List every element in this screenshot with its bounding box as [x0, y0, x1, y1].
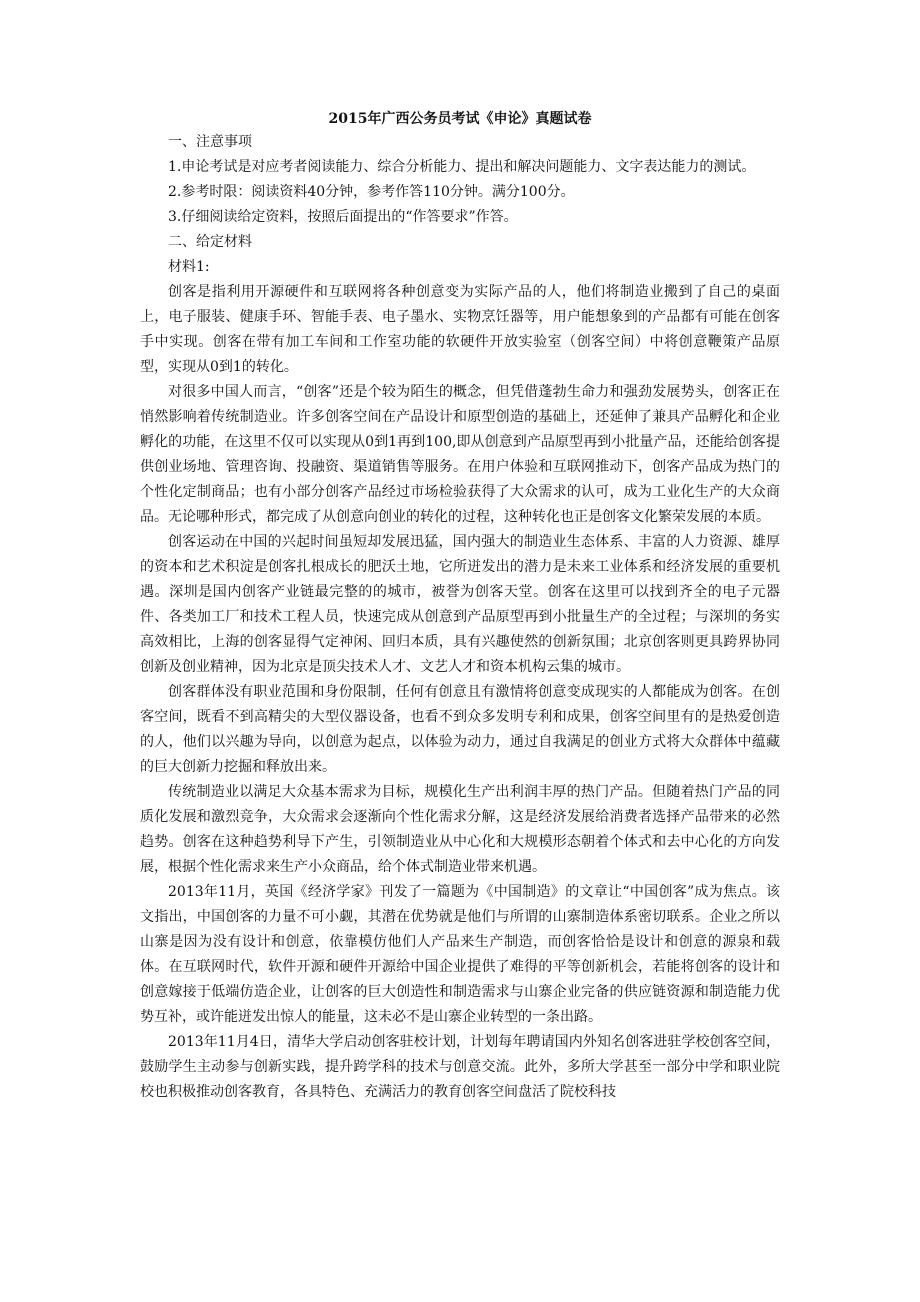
section-heading-notes: 一、注意事项 — [168, 134, 252, 150]
material-paragraph: 创客运动在中国的兴起时间虽短却发展迅猛，国内强大的制造业生态体系、丰富的人力资源、雄厚的资本和艺术积淀是创客扎根成长的肥沃土地，它所迸发出的潜力是未来工业体系和经济发展的重要机遇。深圳是国内创客产业链最完整的的城市，被誉为创客天堂。创客在这里可以找到齐全的电子元器件、各类加工厂和技术工程人员，快速完成从创意到产品原型再到小批量生产的全过程；与深圳的务实高效相比，上海的创客显得气定神闲、回归本质，具有兴趣使然的创新氛围；北京创客则更具跨界协同创新及创业精神，因为北京是顶尖技术人才、文艺人才和资本机构云集的城市。 — [140, 534, 780, 675]
section-heading-materials: 二、给定材料 — [168, 234, 252, 250]
document-page — [140, 108, 780, 1105]
material-label: 材料1: — [168, 259, 210, 275]
note-item: 2.参考时限：阅读资料40分钟，参考作答110分钟。满分100分。 — [168, 184, 575, 200]
material-paragraph: 2013年11月，英国《经济学家》刊发了一篇题为《中国制造》的文章让“中国创客”成为焦点。该文指出，中国创客的力量不可小觑，其潜在优势就是他们与所谓的山寨制造体系密切联系。企业之所以山寨是因为没有设计和创意，依靠模仿他们人产品来生产制造，而创客恰恰是设计和创意的源泉和载体。在互联网时代，软件开源和硬件开源给中国企业提供了难得的平等创新机会，若能将创客的设计和创意嫁接于低端仿造企业，让创客的巨大创造性和制造需求与山寨企业完备的供应链资源和制造能力优势互补，或许能迸发出惊人的能量，这未必不是山寨企业转型的一条出路。 — [140, 884, 780, 1025]
material-paragraph: 2013年11月4日，清华大学启动创客驻校计划，计划每年聘请国内外知名创客进驻学校创客空间，鼓励学生主动参与创新实践，提升跨学科的技术与创意交流。此外，多所大学甚至一部分中学和职业院校也积极推动创客教育，各具特色、充满活力的教育创客空间盘活了院校科技 — [140, 1034, 780, 1100]
material-paragraph: 对很多中国人而言，“创客”还是个较为陌生的概念，但凭借蓬勃生命力和强劲发展势头，创客正在悄然影响着传统制造业。许多创客空间在产品设计和原型创造的基础上，还延伸了兼具产品孵化和企业孵化的功能，在这里不仅可以实现从0到1再到100,即从创意到产品原型再到小批量产品，还能给创客提供创业场地、管理咨询、投融资、渠道销售等服务。在用户体验和互联网推动下，创客产品成为热门的个性化定制商品；也有小部分创客产品经过市场检验获得了大众需求的认可，成为工业化生产的大众商品。无论哪种形式，都完成了从创意向创业的转化的过程，这种转化也正是创客文化繁荣发展的本质。 — [140, 384, 780, 525]
material-paragraph: 创客是指利用开源硬件和互联网将各种创意变为实际产品的人，他们将制造业搬到了自己的桌面上，电子服装、健康手环、智能手表、电子墨水、实物烹饪器等，用户能想象到的产品都有可能在创客手中实现。创客在带有加工车间和工作室功能的软硬件开放实验室（创客空间）中将创意鞭策产品原型，实现从0到1的转化。 — [140, 284, 780, 375]
material-paragraph: 传统制造业以满足大众基本需求为目标，规模化生产出利润丰厚的热门产品。但随着热门产品的同质化发展和激烈竞争，大众需求会逐渐向个性化需求分解，这是经济发展给消费者选择产品带来的必然趋势。创客在这种趋势利导下产生，引领制造业从中心化和大规模形态朝着个体式和去中心化的方向发展，根据个性化需求来生产小众商品，给个体式制造业带来机遇。 — [140, 784, 780, 875]
note-item: 1.申论考试是对应考者阅读能力、综合分析能力、提出和解决问题能力、文字表达能力的测试。 — [168, 159, 756, 175]
document-title: 2015年广西公务员考试《申论》真题试卷 — [328, 111, 592, 127]
material-paragraph: 创客群体没有职业范围和身份限制，任何有创意且有激情将创意变成现实的人都能成为创客。在创客空间，既看不到高精尖的大型仪器设备，也看不到众多发明专利和成果，创客空间里有的是热爱创造的人，他们以兴趣为导向，以创意为起点，以体验为动力，通过自我满足的创业方式将大众群体中蕴藏的巨大创新力挖掘和释放出来。 — [140, 684, 780, 775]
note-item: 3.仔细阅读给定资料，按照后面提出的“作答要求”作答。 — [168, 209, 518, 225]
